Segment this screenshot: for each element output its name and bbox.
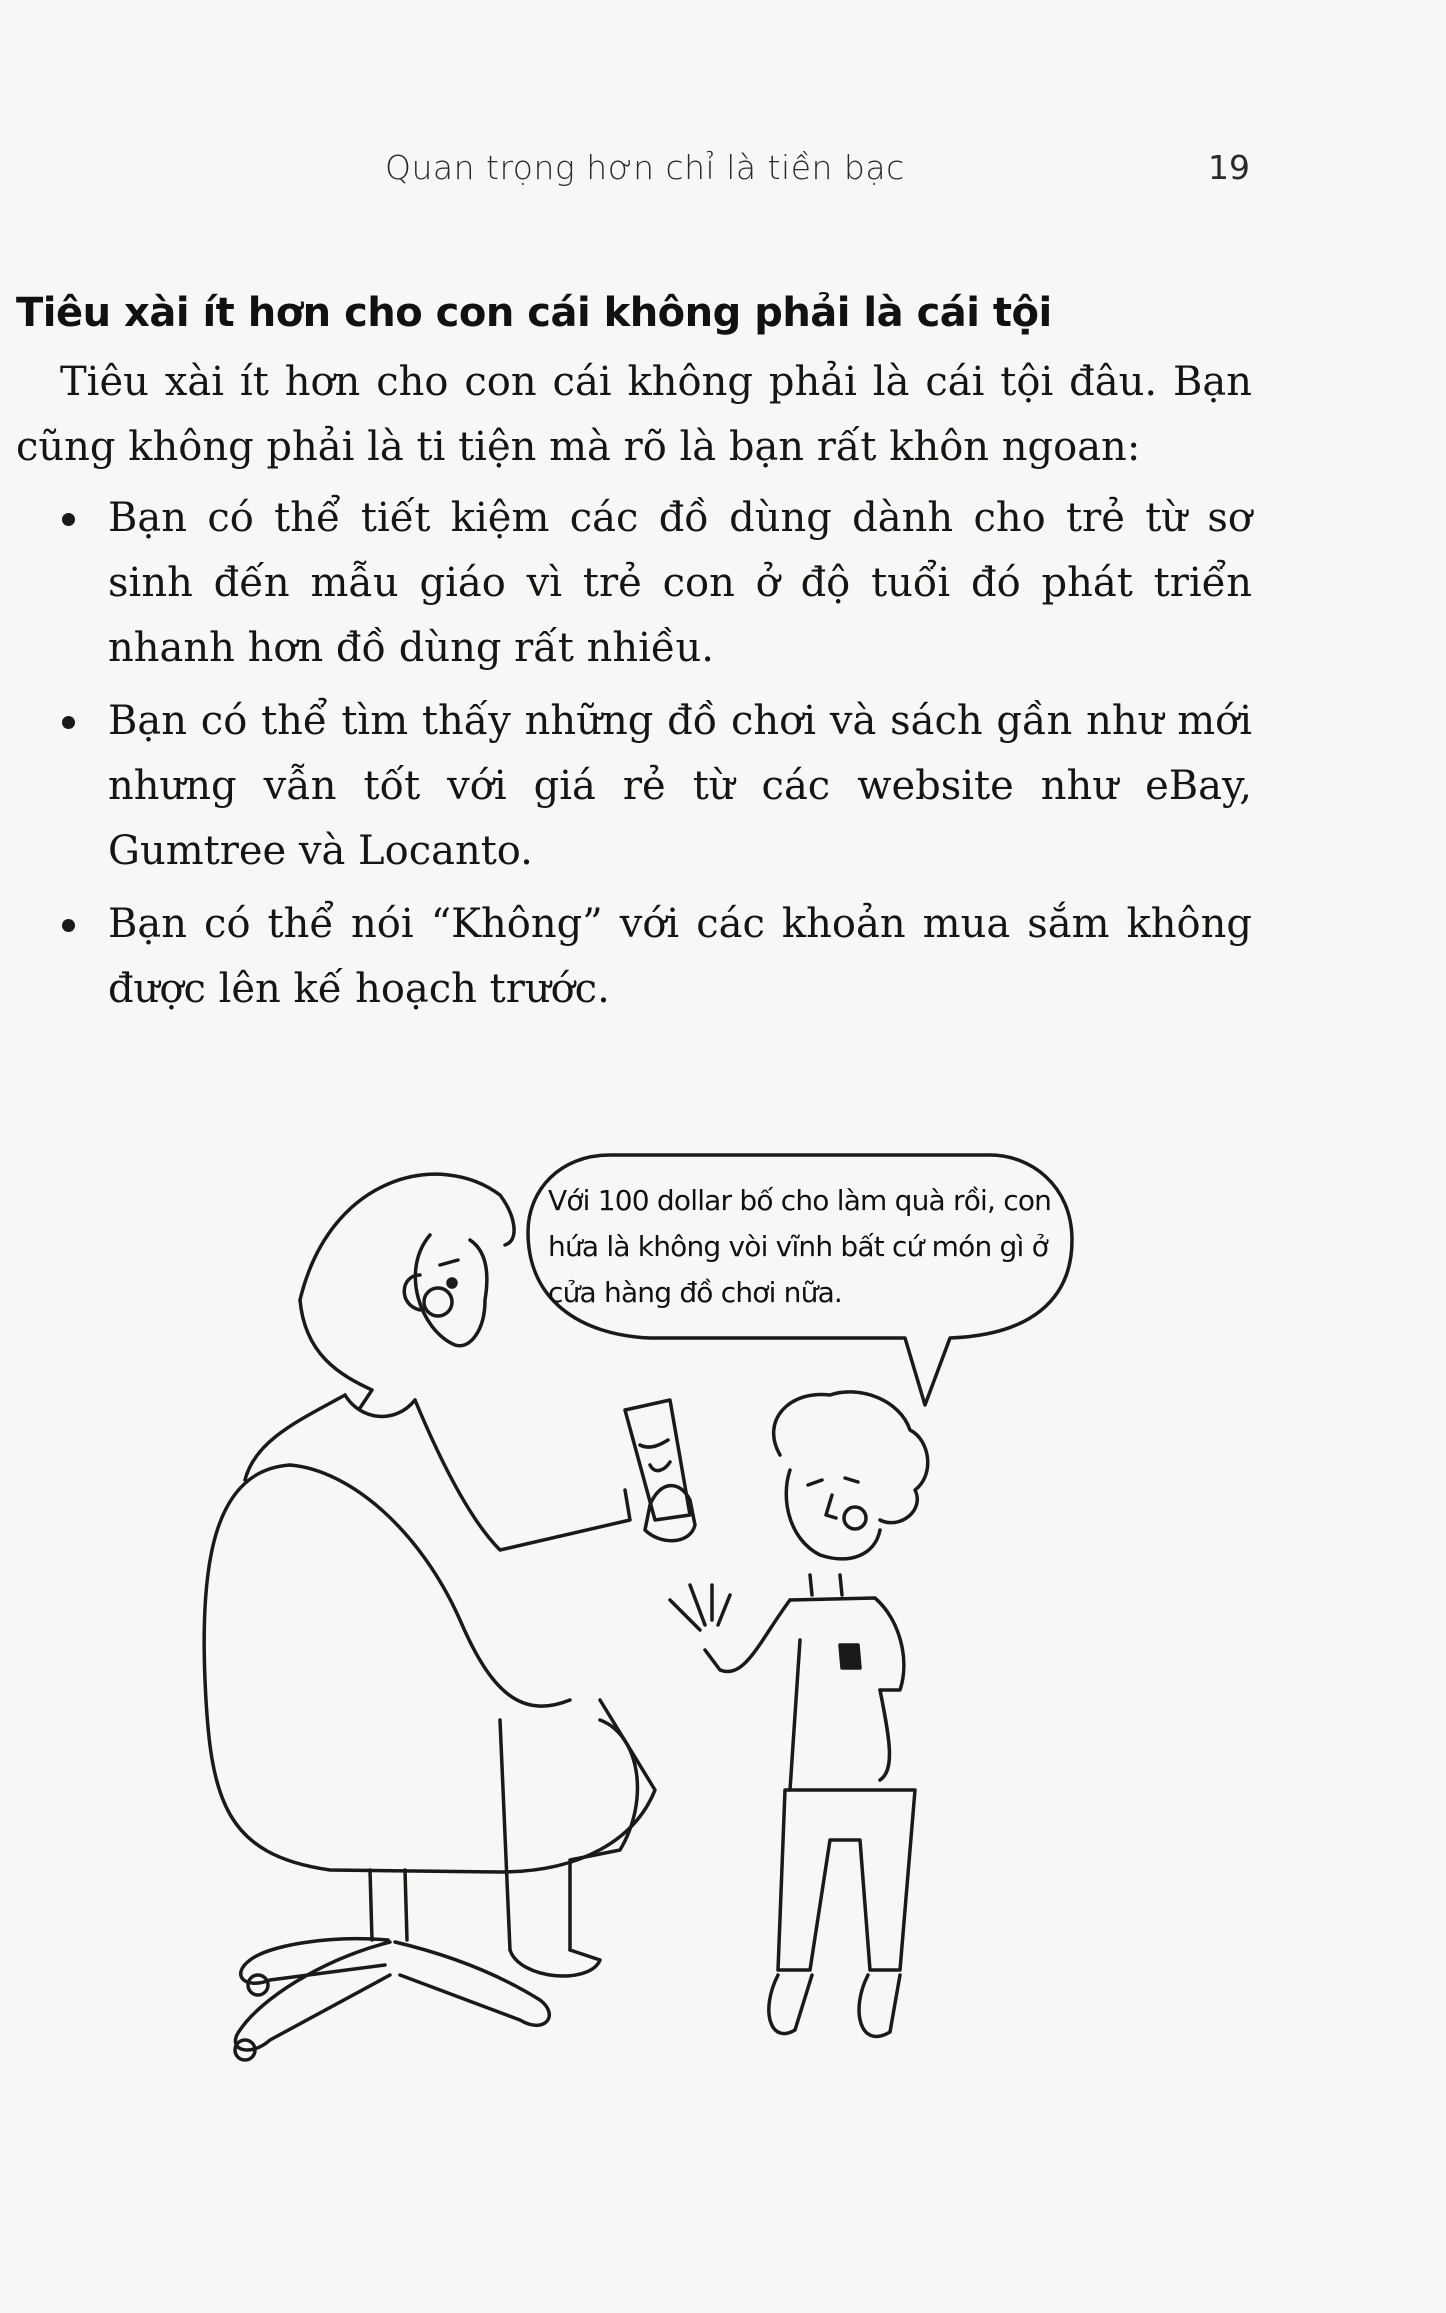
bullet-dot-icon <box>62 919 75 932</box>
speech-bubble-text: Với 100 dollar bố cho làm quà rồi, con hứa là không vòi vĩnh bất cứ món gì ở cửa hàng đồ chơi nữa. <box>548 1184 1052 1309</box>
bullet-text: Bạn có thể tiết kiệm các đồ dùng dành cho trẻ từ sơ sinh đến mẫu giáo vì trẻ con ở độ tuổi đó phát triển nhanh hơn đồ dùng rất nhiều. <box>108 495 1252 671</box>
intro-paragraph: Tiêu xài ít hơn cho con cái không phải là cái tội đâu. Bạn cũng không phải là ti tiện mà rõ là bạn rất khôn ngoan: <box>16 359 1252 470</box>
running-title: Quan trọng hơn chỉ là tiền bạc <box>385 148 905 187</box>
bullet-text: Bạn có thể tìm thấy những đồ chơi và sách gần như mới nhưng vẫn tốt với giá rẻ từ các website như eBay, Gumtree và Locanto. <box>108 698 1252 874</box>
bullet-dot-icon <box>62 716 75 729</box>
page-number: 19 <box>1208 148 1250 187</box>
bullet-item <box>16 689 1252 884</box>
bullet-item <box>16 486 1252 681</box>
bullet-item <box>16 892 1252 1022</box>
bullet-dot-icon <box>62 513 75 526</box>
bullet-text: Bạn có thể nói “Không” với các khoản mua sắm không được lên kế hoạch trước. <box>108 901 1252 1012</box>
section-heading: Tiêu xài ít hơn cho con cái không phải là cái tội <box>16 290 1052 336</box>
child-figure-icon <box>670 1392 928 2037</box>
body-text <box>16 350 1252 1030</box>
bullet-list <box>16 486 1252 1022</box>
